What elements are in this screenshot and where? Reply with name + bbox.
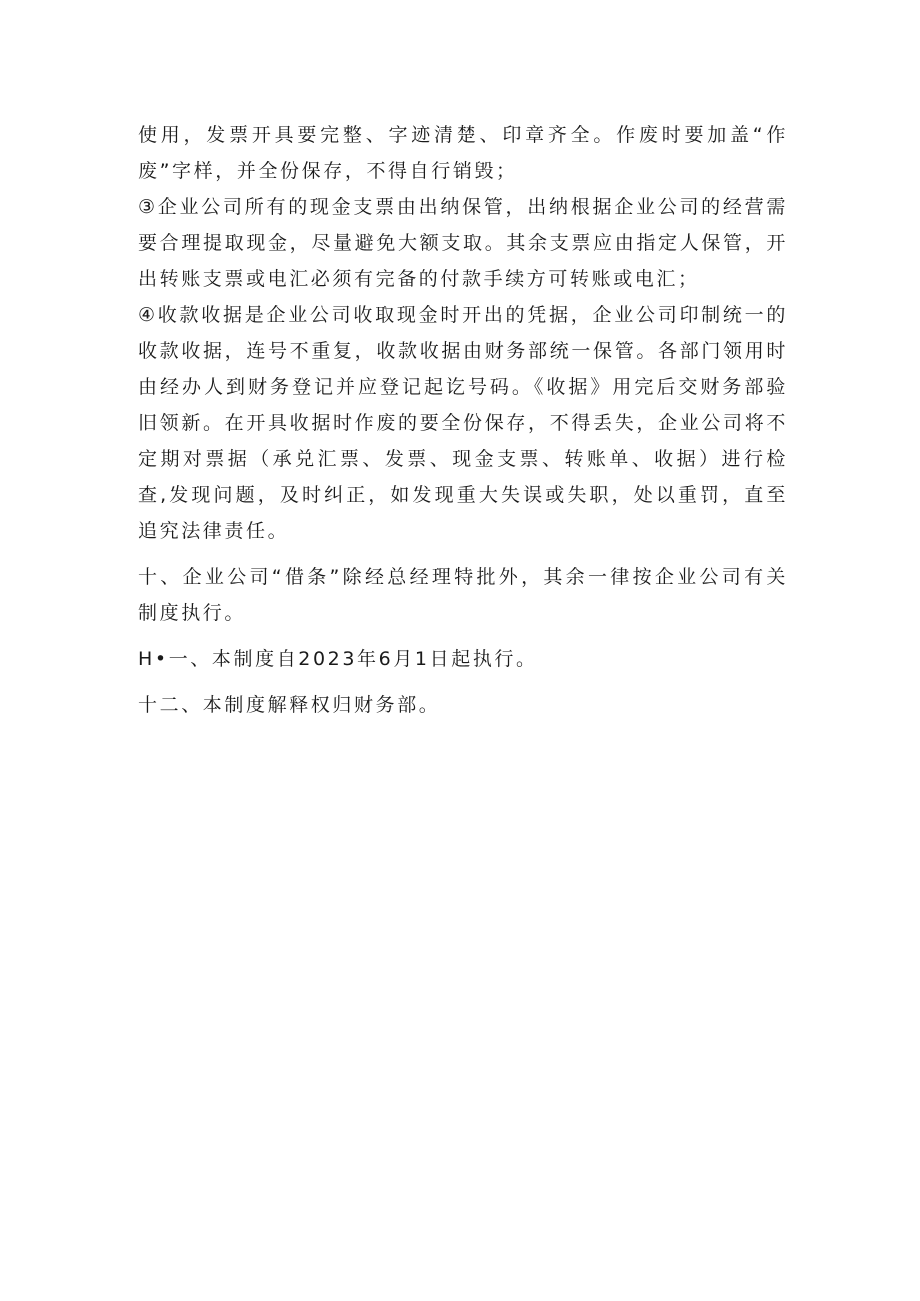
paragraph-receipt: ④收款收据是企业公司收取现金时开出的凭据，企业公司印制统一的收款收据，连号不重复，收款收据由财务部统一保管。各部门领用时由经办人到财务登记并应登记起讫号码。《收据》用完后交财务部验旧领新。在开具收据时作废的要全份保存，不得丢失，企业公司将不定期对票据（承兑汇票、发票、现金支票、转账单、收据）进行检查,发现问题，及时纠正，如发现重大失误或失职，处以重罚，直至追究法律责任。 — [138, 304, 788, 542]
paragraph-section-11: H•一、本制度自2023年6月1日起执行。 — [138, 648, 538, 670]
paragraph-section-10: 十、企业公司“借条”除经总经理特批外，其余一律按企业公司有关制度执行。 — [138, 566, 788, 624]
paragraph-cash-cheque: ③企业公司所有的现金支票由出纳保管，出纳根据企业公司的经营需要合理提取现金，尽量避免大额支取。其余支票应由指定人保管，开出转账支票或电汇必须有完备的付款手续方可转账或电汇； — [138, 196, 788, 290]
paragraph-section-12: 十二、本制度解释权归财务部。 — [138, 694, 441, 716]
paragraph-invoice-continuation: 使用，发票开具要完整、字迹清楚、印章齐全。作废时要加盖“作废”字样，并全份保存，不得自行销毁； — [138, 124, 788, 182]
document-body — [138, 117, 788, 723]
